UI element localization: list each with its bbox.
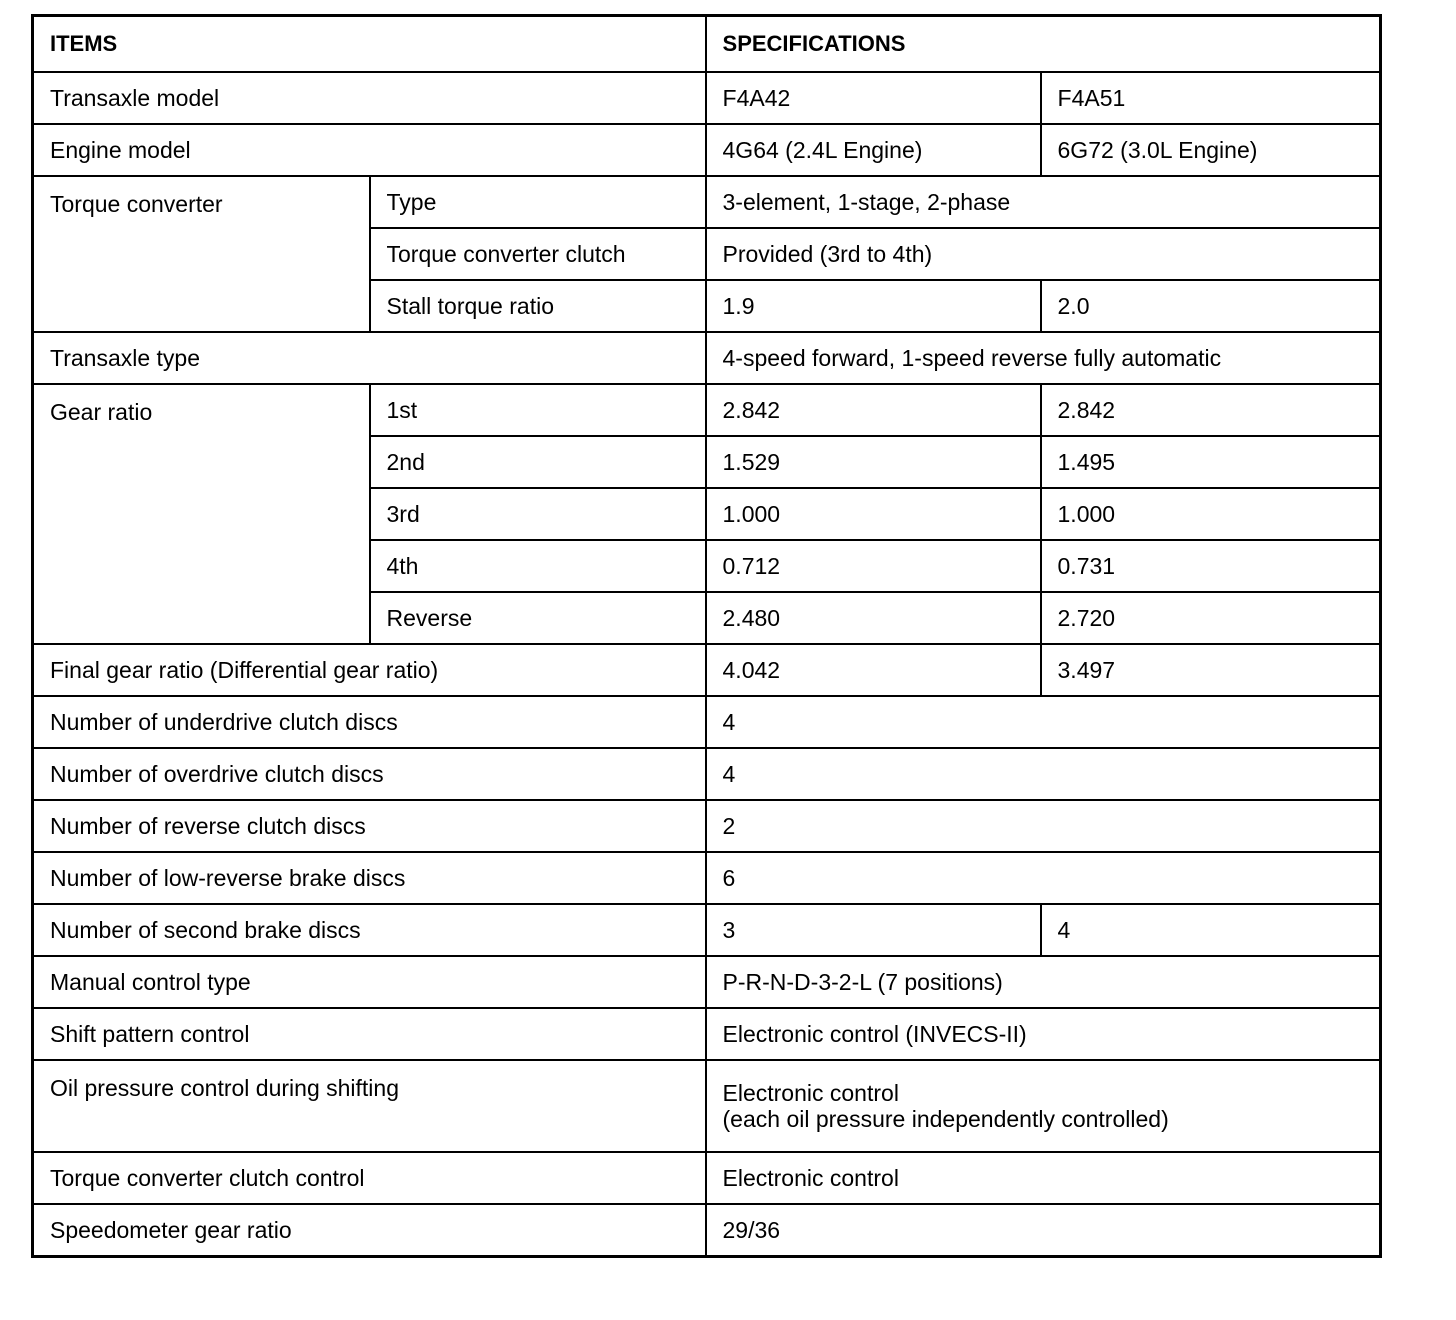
items-header: ITEMS (33, 16, 706, 73)
group-label-gear-ratio: Gear ratio (33, 384, 370, 644)
sub-label: 3rd (370, 488, 706, 540)
row-label: Number of reverse clutch discs (33, 800, 706, 852)
value-f4a51: 4 (1041, 904, 1381, 956)
row-label: Manual control type (33, 956, 706, 1008)
sub-label: 4th (370, 540, 706, 592)
value-f4a51: 6G72 (3.0L Engine) (1041, 124, 1381, 176)
table-row (33, 1060, 1381, 1152)
value-f4a42: 1.000 (706, 488, 1041, 540)
sub-label: 2nd (370, 436, 706, 488)
value-f4a42: 4.042 (706, 644, 1041, 696)
table-row (33, 72, 1381, 124)
sub-label: 1st (370, 384, 706, 436)
value-f4a42: 2.842 (706, 384, 1041, 436)
row-label: Transaxle type (33, 332, 706, 384)
table-row (33, 124, 1381, 176)
table-row (33, 696, 1381, 748)
sub-label: Stall torque ratio (370, 280, 706, 332)
value-f4a42: 0.712 (706, 540, 1041, 592)
value-shared: Electronic control (INVECS-II) (706, 1008, 1381, 1060)
value-f4a51: 0.731 (1041, 540, 1381, 592)
sub-label: Torque converter clutch (370, 228, 706, 280)
row-label: Number of overdrive clutch discs (33, 748, 706, 800)
value-shared: 3-element, 1-stage, 2-phase (706, 176, 1381, 228)
table-row (33, 904, 1381, 956)
specifications-table (31, 14, 1382, 1258)
table-row (33, 852, 1381, 904)
row-label: Number of low-reverse brake discs (33, 852, 706, 904)
value-f4a51: 1.495 (1041, 436, 1381, 488)
header-row (33, 16, 1381, 73)
table-row (33, 1204, 1381, 1257)
row-label: Engine model (33, 124, 706, 176)
value-shared: 29/36 (706, 1204, 1381, 1257)
value-f4a51: 1.000 (1041, 488, 1381, 540)
value-line: Electronic control (722, 1080, 899, 1106)
value-shared: 2 (706, 800, 1381, 852)
value-f4a51: 2.0 (1041, 280, 1381, 332)
value-shared: P-R-N-D-3-2-L (7 positions) (706, 956, 1381, 1008)
table-row (33, 1152, 1381, 1204)
table-row (33, 644, 1381, 696)
table-row (33, 332, 1381, 384)
value-f4a51: 2.720 (1041, 592, 1381, 644)
value-f4a42: 4G64 (2.4L Engine) (706, 124, 1041, 176)
table-row (33, 748, 1381, 800)
value-f4a42: 3 (706, 904, 1041, 956)
row-label: Number of second brake discs (33, 904, 706, 956)
row-label: Transaxle model (33, 72, 706, 124)
value-shared: 4 (706, 748, 1381, 800)
row-label: Final gear ratio (Differential gear ratio) (33, 644, 706, 696)
table-row (33, 1008, 1381, 1060)
table-row (33, 384, 1381, 436)
value-shared: 6 (706, 852, 1381, 904)
row-label: Oil pressure control during shifting (33, 1060, 706, 1152)
value-shared: Provided (3rd to 4th) (706, 228, 1381, 280)
value-f4a51: F4A51 (1041, 72, 1381, 124)
sub-label: Reverse (370, 592, 706, 644)
value-f4a42: 1.529 (706, 436, 1041, 488)
value-f4a42: 1.9 (706, 280, 1041, 332)
table-row (33, 800, 1381, 852)
value-f4a42: 2.480 (706, 592, 1041, 644)
value-line: (each oil pressure independently controlled) (722, 1106, 1169, 1132)
row-label: Number of underdrive clutch discs (33, 696, 706, 748)
specifications-header: SPECIFICATIONS (706, 16, 1381, 73)
value-f4a51: 2.842 (1041, 384, 1381, 436)
row-label: Torque converter clutch control (33, 1152, 706, 1204)
value-shared: 4-speed forward, 1-speed reverse fully automatic (706, 332, 1381, 384)
value-shared: Electronic control (706, 1152, 1381, 1204)
row-label: Shift pattern control (33, 1008, 706, 1060)
value-f4a51: 3.497 (1041, 644, 1381, 696)
table-row (33, 176, 1381, 228)
group-label-torque-converter: Torque converter (33, 176, 370, 332)
sub-label: Type (370, 176, 706, 228)
value-f4a42: F4A42 (706, 72, 1041, 124)
row-label: Speedometer gear ratio (33, 1204, 706, 1257)
table-row (33, 956, 1381, 1008)
value-shared (706, 1060, 1381, 1152)
value-shared: 4 (706, 696, 1381, 748)
